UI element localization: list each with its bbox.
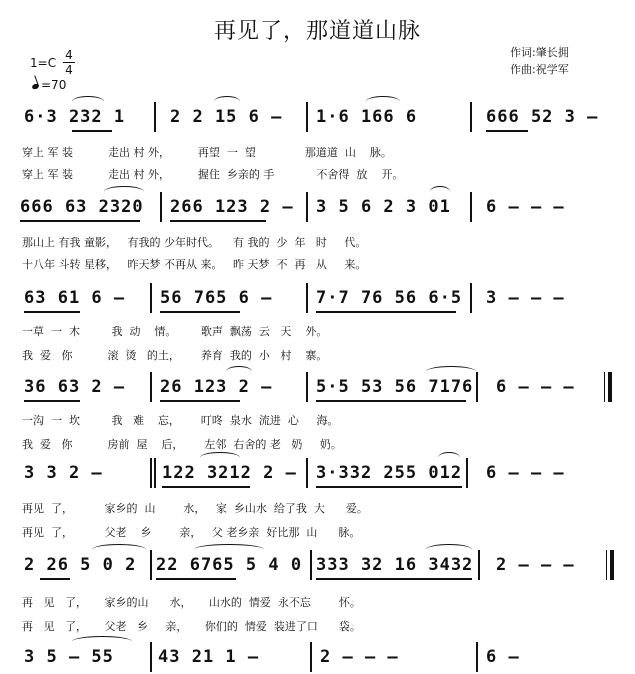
underline-beam xyxy=(316,486,462,488)
underline-beam xyxy=(160,400,240,402)
key-signature: 1=C xyxy=(30,56,57,70)
tempo-marking xyxy=(32,78,66,92)
barline xyxy=(160,192,162,222)
quarter-note-icon xyxy=(31,83,39,90)
barline xyxy=(150,283,152,313)
measure: 122 3212 2 – xyxy=(162,463,297,483)
measure: 7·7 76 56 6·5 xyxy=(316,288,463,308)
barline xyxy=(150,372,152,402)
underline-beam xyxy=(316,400,466,402)
slur xyxy=(92,544,146,555)
measure-row xyxy=(0,460,635,490)
measure-row xyxy=(0,552,635,582)
slur xyxy=(214,96,240,107)
barline xyxy=(476,642,478,672)
barline xyxy=(310,550,312,580)
lyric-line-2: 十八年 斗转 星移， 昨天梦 不再从 来。 昨 天梦 不 再 从 来。 xyxy=(22,258,367,271)
slur xyxy=(366,96,400,107)
measure: 36 63 2 – xyxy=(24,377,126,397)
lyric-line-1: 一草 一 木 我 动 情。 歌声 飘荡 云 天 外。 xyxy=(22,325,328,338)
measure-row xyxy=(0,285,635,315)
barline xyxy=(310,642,312,672)
underline-beam xyxy=(486,130,528,132)
underline-beam xyxy=(170,220,266,222)
slur xyxy=(426,366,476,377)
measure: 43 21 1 – xyxy=(158,647,260,667)
lyricist-credit: 作词:肇长拥 xyxy=(510,46,569,59)
measure-row xyxy=(0,104,635,134)
measure: 2 26 5 0 2 xyxy=(24,555,137,575)
credits xyxy=(510,44,569,78)
barline xyxy=(150,642,152,672)
slur xyxy=(194,544,264,555)
measure: 266 123 2 – xyxy=(170,197,294,217)
lyric-line-2: 我 爱 你 滚 烫 的土， 养育 我的 小 村 寨。 xyxy=(22,349,328,362)
barline xyxy=(150,458,152,488)
measure: 6 – – – xyxy=(496,377,575,397)
measure: 666 63 2320 xyxy=(20,197,144,217)
lyric-line-1: 那山上 有我 童影， 有我的 少年时代。 有 我的 少 年 时 代。 xyxy=(22,236,367,249)
underline-beam xyxy=(72,130,112,132)
tempo-value: =70 xyxy=(41,78,67,92)
barline xyxy=(470,192,472,222)
lyric-line-2: 穿上 军 装 走出 村 外， 握住 乡亲的 手 不舍得 放 开。 xyxy=(22,168,404,181)
lyric-line-2: 再 见 了， 父老 乡 亲， 你们的 情爱 装进了口 袋。 xyxy=(22,620,361,633)
measure: 666 52 3 – xyxy=(486,107,599,127)
measure: 6 – – – xyxy=(486,463,565,483)
measure: 3 5 6 2 3 01 xyxy=(316,197,451,217)
song-title: 再见了，那道道山脉 xyxy=(213,19,421,44)
slur xyxy=(426,544,472,555)
barline xyxy=(306,372,308,402)
underline-beam xyxy=(20,220,140,222)
lyric-line-2: 再见 了， 父老 乡 亲， 父 老乡亲 好比那 山 脉。 xyxy=(22,526,361,539)
underline-beam xyxy=(316,578,472,580)
measure: 6 – xyxy=(486,647,520,667)
barline xyxy=(306,283,308,313)
measure: 63 61 6 – xyxy=(24,288,126,308)
measure: 3 3 2 – xyxy=(24,463,103,483)
measure: 2 – – – xyxy=(496,555,575,575)
barline xyxy=(154,102,156,132)
lyric-line-1: 一沟 一 坎 我 难 忘， 叮咚 泉水 流进 心 海。 xyxy=(22,414,339,427)
barline xyxy=(466,458,468,488)
measure: 333 32 16 3432 xyxy=(316,555,474,575)
barline xyxy=(306,458,308,488)
lyric-line-1: 再见 了， 家乡的 山 水， 家 乡山水 给了我 大 爱。 xyxy=(22,502,368,515)
time-signature-top: 4 xyxy=(63,48,75,63)
measure: 6 – – – xyxy=(486,197,565,217)
underline-beam xyxy=(316,311,456,313)
measure: 22 6765 5 4 0 xyxy=(156,555,303,575)
measure: 6·3 232 1 xyxy=(24,107,126,127)
barline xyxy=(306,102,308,132)
slur xyxy=(72,96,104,107)
underline-beam xyxy=(24,311,80,313)
time-signature xyxy=(63,48,75,77)
measure: 3·332 255 012 xyxy=(316,463,463,483)
barline xyxy=(154,458,156,488)
measure: 3 – – – xyxy=(486,288,565,308)
measure-row xyxy=(0,374,635,404)
underline-beam xyxy=(162,486,250,488)
measure: 1·6 166 6 xyxy=(316,107,418,127)
measure: 26 123 2 – xyxy=(160,377,273,397)
underline-beam xyxy=(24,400,80,402)
measure: 3 5 – 55 xyxy=(24,647,114,667)
barline xyxy=(476,372,478,402)
time-signature-bottom: 4 xyxy=(65,63,73,77)
barline xyxy=(470,283,472,313)
barline xyxy=(478,550,480,580)
measure: 5·5 53 56 7176 xyxy=(316,377,474,397)
slur xyxy=(430,186,450,197)
measure: 2 2 15 6 – xyxy=(170,107,283,127)
underline-beam xyxy=(156,578,236,580)
barline xyxy=(150,550,152,580)
slur xyxy=(104,186,144,197)
composer-credit: 作曲:祝学军 xyxy=(510,63,569,76)
lyric-line-1: 穿上 军 装 走出 村 外， 再望 一 望 那道道 山 脉。 xyxy=(22,146,392,159)
slur xyxy=(438,452,460,463)
underline-beam xyxy=(160,311,240,313)
measure: 2 – – – xyxy=(320,647,399,667)
slur xyxy=(72,636,132,647)
lyric-line-1: 再 见 了， 家乡的山 水， 山水的 情爱 永不忘 怀。 xyxy=(22,596,361,609)
underline-beam xyxy=(40,578,70,580)
slur xyxy=(200,452,240,463)
measure: 56 765 6 – xyxy=(160,288,273,308)
barline xyxy=(470,102,472,132)
barline xyxy=(306,192,308,222)
slur xyxy=(226,366,252,377)
measure-row xyxy=(0,644,635,674)
measure-row xyxy=(0,194,635,224)
lyric-line-2: 我 爱 你 房前 屋 后， 左邻 右舍的 老 奶 奶。 xyxy=(22,438,342,451)
